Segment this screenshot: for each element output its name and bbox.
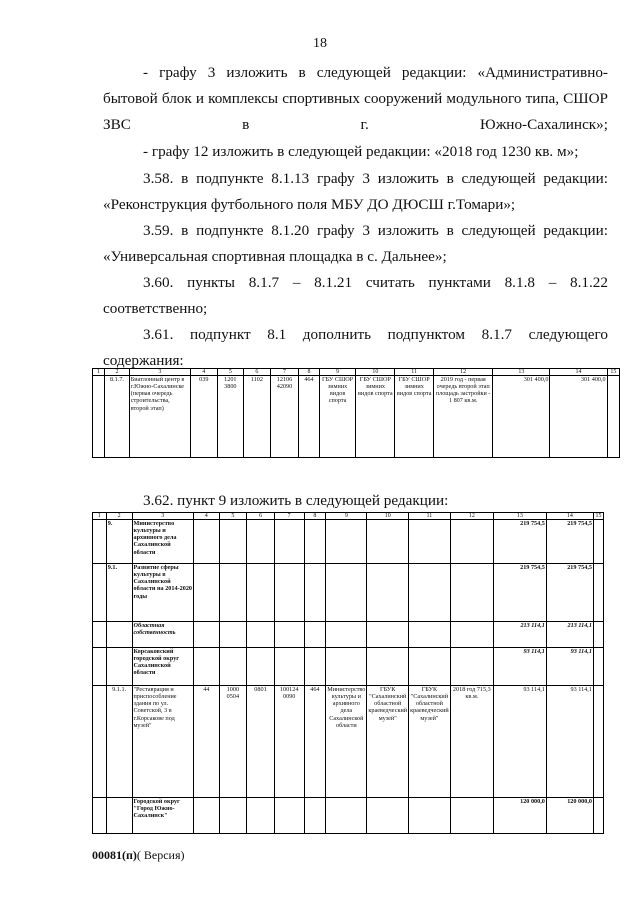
page-number: 18 [313,36,327,51]
table-header-row: 1 2 3 4 5 6 7 8 9 10 11 12 13 14 15 [93,369,620,376]
table-row: 9. Министерство культуры и архивного дела Сахалинской области 219 754,5 219 754,5 [93,520,604,564]
table-header-row: 1 2 3 4 5 6 7 8 9 10 11 12 13 14 15 [93,513,604,520]
paragraph-3-59: 3.59. в подпункте 8.1.20 графу 3 изложить в следующей редакции: «Универсальная спортивная площадка в с. Дальнее»; [103,222,608,265]
document-version: ( Версия) [136,848,185,862]
table-row: 9.1. Развитие сферы культуры в Сахалинской области на 2014-2020 годы 219 754,5 219 754,5 [93,564,604,622]
table-row: Областная собственность 213 114,1 213 114,1 [93,622,604,648]
table-row: Городской округ "Город Южно-Сахалинск" 120 000,0 120 000,0 [93,798,604,834]
table-subitem-8-1-7 [92,368,620,458]
paragraph-3-61: 3.61. подпункт 8.1 дополнить подпунктом 8.1.7 следующего содержания: [103,326,608,369]
paragraph-graph3: - графу 3 изложить в следующей редакции: «Административно-бытовой блок и комплексы спортивных сооружений модульного типа, СШОР ЗВС в г. Южно-Сахалинск»; [103,64,608,133]
table-row: Корсаковский городской округ Сахалинской области 93 114,1 93 114,1 [93,648,604,686]
paragraph-3-62: 3.62. пункт 9 изложить в следующей редакции: [143,492,449,509]
paragraph-3-60: 3.60. пункты 8.1.7 – 8.1.21 считать пунктами 8.1.8 – 8.1.22 соответственно; [103,274,608,317]
table-row: 8.1.7. Биатлонный центр в г.Южно-Сахалинске (первая очередь строительства, второй этап) 039 1201 3800 1102 12106 42090 464 ГБУ СШОР зимних видов спорта ГБУ СШОР зимних видов спорта ГБУ СШОР зимних видов спорта 2019 год - первая очередь второй этап площадь застройки - 1 807 кв.м. 301 400,0 301 400,0 [93,376,620,458]
paragraph-graph12: - графу 12 изложить в следующей редакции: «2018 год 1230 кв. м»; [143,143,579,160]
table-item-9 [92,512,604,834]
document-footer [92,848,185,863]
document-code: 00081(п) [92,848,137,862]
table-row: 9.1.1. "Реставрация и приспособление здания по ул. Советской, 3 в г.Корсакове под музей" 44 1000 0504 0801 100124 0090 464 Министерство культуры и архивного дела Сахалинской области ГБУК "Сахалинский областной краеведческий музей" ГБУК "Сахалинский областной краеведческий музей" 2018 год 715,3 кв.м. 93 114,1 93 114,1 [93,686,604,798]
paragraph-3-58: 3.58. в подпункте 8.1.13 графу 3 изложить в следующей редакции: «Реконструкция футбольного поля МБУ ДО ДЮСШ г.Томари»; [103,170,608,213]
